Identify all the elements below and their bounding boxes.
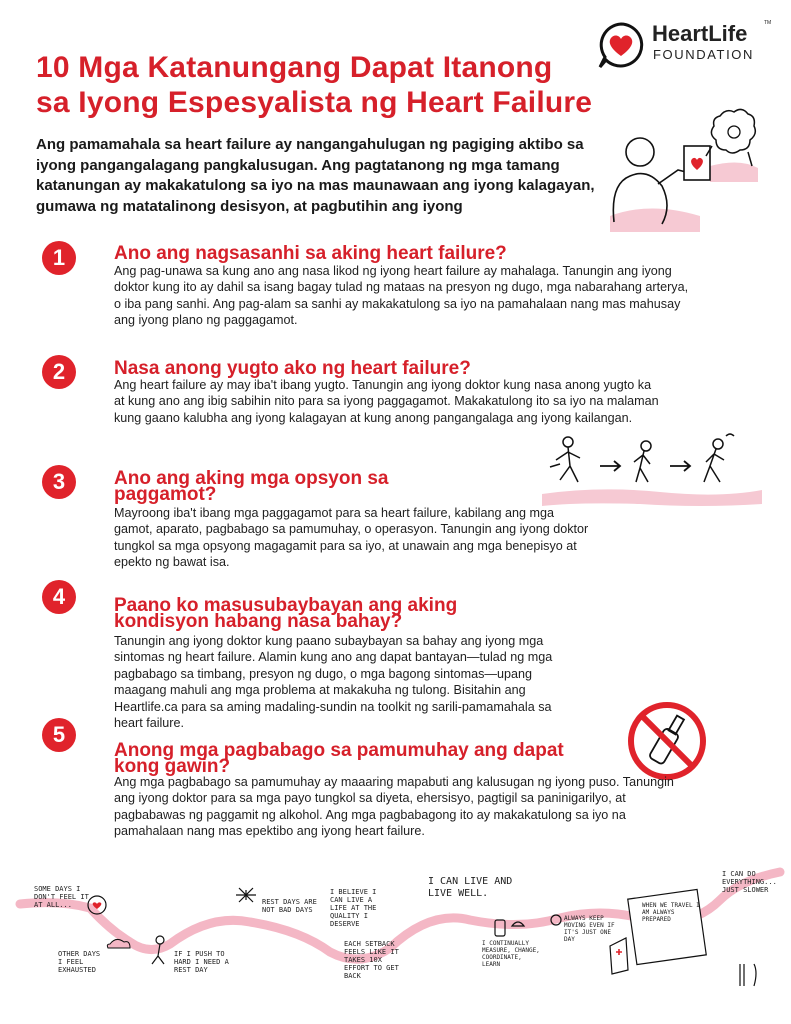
question-title-4: Paano ko masusubaybayan ang aking kondisyon habang nasa bahay?: [114, 595, 458, 632]
question-number-3: 3: [42, 465, 76, 499]
logo-name: HeartLife: [652, 21, 748, 46]
heart-bubble-icon: [596, 20, 646, 70]
journey-note-3: IF I PUSH TO HARD I NEED A REST DAY: [174, 950, 229, 974]
journey-note-2: OTHER DAYS I FEEL EXHAUSTED: [58, 950, 101, 974]
question-number-1: 1: [42, 241, 76, 275]
heartlife-logo: [596, 18, 776, 70]
question-number-5: 5: [42, 718, 76, 752]
intro-paragraph: Ang pamamahala sa heart failure ay nangangahulugan ng pagiging aktibo sa iyong pangangalagang pangkalusugan. Ang pagtatanong ng mga tamang katanungan ay makakatulong sa iyo na mas maunawaan ang iyong kalagayan, gumawa ng matatalinong desisyon, at pagbutihin ang iyong: [36, 136, 595, 215]
journey-note-11: I CAN DO EVERYTHING... JUST SLOWER: [722, 870, 777, 894]
question-body-5: Ang mga pagbabago sa pamumuhay ay maaaring mapabuti ang kalusugan ng iyong puso. Tanungin ang iyong doktor para sa mga payo tungkol sa diyeta, ehersisyo, pagtigil sa paninigarilyo, at pagbabawas ng paggamit ng alkohol. Ang mga pagbabagong ito ay makakatulong sa iyo na pamahalaan nang mas epektibo ang iyong heart failure.: [114, 775, 674, 839]
journey-note-7: I CAN LIVE AND LIVE WELL.: [428, 876, 513, 899]
question-number-4: 4: [42, 580, 76, 614]
doctor-patient-illustration: [600, 106, 760, 236]
question-title-1: Ano ang nagsasanhi sa aking heart failure?: [114, 243, 507, 264]
question-body-3: Mayroong iba't ibang mga paggagamot para sa heart failure, kabilang ang mga gamot, aparato, pagbabago sa pamumuhay, o operasyon. Tanungin ang iyong doktor tungkol sa mga opsyong magagamit para sa iyo, at unawain ang mga benepisyo at epekto ng bawat isa.: [114, 506, 589, 570]
journey-note-6: EACH SETBACK FEELS LIKE IT TAKES 10X EFFORT TO GET BACK: [344, 940, 399, 980]
journey-note-1: SOME DAYS I DON'T FEEL IT AT ALL...: [34, 885, 89, 909]
question-title-3: Ano ang aking mga opsyon sa paggamot?: [114, 468, 389, 505]
title-line-1: 10 Mga Katanungang Dapat Itanong: [36, 51, 553, 84]
journey-note-5: I BELIEVE I CAN LIVE A LIFE AT THE QUALITY I DESERVE: [330, 888, 377, 928]
walking-progress-illustration: [540, 432, 765, 507]
question-title-5: Anong mga pagbabago sa pamumuhay ang dapat kong gawin?: [114, 740, 564, 777]
question-body-2: Ang heart failure ay may iba't ibang yugto. Tanungin ang iyong doktor kung nasa anong yugto ka at kung ano ang ibig sabihin nito para sa iyong paggagamot. Makakatulong ito sa iyo na malaman kung gaano kalubha ang iyong kalagayan at kung anong pangangalaga ang iyong kailangan.: [114, 378, 659, 425]
journey-note-4: REST DAYS ARE NOT BAD DAYS: [262, 898, 317, 914]
logo-tm: TM: [764, 20, 772, 26]
title-line-2: sa Iyong Espesyalista ng Heart Failure: [36, 86, 593, 119]
no-alcohol-icon: [626, 700, 708, 782]
question-number-2: 2: [42, 355, 76, 389]
journey-note-9: ALWAYS KEEP MOVING EVEN IF IT'S JUST ONE DAY: [564, 915, 615, 943]
logo-subtitle: FOUNDATION: [653, 47, 754, 62]
page-title: [36, 50, 616, 120]
question-body-1: Ang pag-unawa sa kung ano ang nasa likod ng iyong heart failure ay mahalaga. Tanungin ang iyong doktor kung ito ay dahil sa isang bagay tulad ng mataas na presyon ng dugo, mga nabarahang arterya, o iba pang sanhi. Ang pag-alam sa sanhi ay makakatulong sa iyo na pamahalaan nang mas mahusay ang iyong plano ng paggagamot.: [114, 264, 689, 328]
journey-note-8: I CONTINUALLY MEASURE, CHANGE, COORDINATE, LEARN: [482, 940, 540, 968]
journey-note-10: WHEN WE TRAVEL I AM ALWAYS PREPARED: [642, 902, 700, 923]
question-title-2: Nasa anong yugto ako ng heart failure?: [114, 358, 471, 379]
question-body-4: Tanungin ang iyong doktor kung paano subaybayan sa bahay ang iyong mga sintomas ng heart failure. Alamin kung ano ang dapat bantayan—tulad ng mga pagbabago sa timbang, presyon ng dugo, o mga bagong sintomas—upang maagang mahuli ang mga problema at makakuha ng tulong. Bisitahin ang Heartlife.ca para sa aming madaling-sundin na toolkit ng sarili-pamamahala sa heart failure.: [114, 634, 553, 731]
